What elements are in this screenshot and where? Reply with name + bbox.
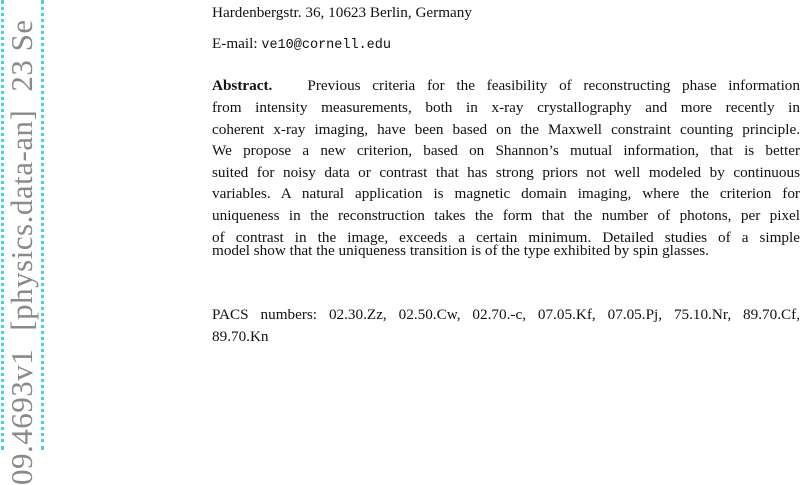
abstract-line: coherent x-ray imaging, have been based on the Maxwell constraint counting principle. <box>212 121 800 138</box>
email-line <box>212 35 800 53</box>
abstract-line: uniqueness in the reconstruction takes the form that the number of photons, per pixel <box>212 207 800 224</box>
arxiv-category: [physics.data-an] <box>4 109 39 331</box>
abstract-line: model show that the uniqueness transition is of the type exhibited by spin glasses. <box>212 242 709 259</box>
address: Hardenbergstr. 36, 10623 Berlin, Germany <box>212 4 472 21</box>
abstract-line: of contrast in the image, exceeds a certain minimum. Detailed studies of a simple <box>212 229 800 246</box>
email-label: E-mail: <box>212 35 258 52</box>
arxiv-id: 09.4693v1 <box>4 348 39 485</box>
abstract-line: from intensity measurements, both in x-ray crystallography and more recently in <box>212 99 800 116</box>
abstract-line: We propose a new criterion, based on Shannon’s mutual information, that is better <box>212 142 800 159</box>
abstract-text: Previous criteria for the feasibility of reconstructing phase information <box>307 77 800 94</box>
email-address[interactable]: ve10@cornell.edu <box>261 38 391 53</box>
abstract-heading: Abstract. <box>212 77 273 94</box>
abstract-line: variables. A natural application is magnetic domain imaging, where the criterion for <box>212 185 800 202</box>
abstract-line: suited for noisy data or contrast that has strong priors not well modeled by continuous <box>212 164 800 181</box>
pacs-line: PACS numbers: 02.30.Zz, 02.50.Cw, 02.70.-c, 07.05.Kf, 07.05.Pj, 75.10.Nr, 89.70.Cf, <box>212 306 800 323</box>
arxiv-stamp <box>4 0 40 485</box>
abstract-line <box>212 77 800 97</box>
margin-dotted-line <box>41 0 44 450</box>
pacs-line: 89.70.Kn <box>212 328 269 345</box>
arxiv-date: 23 Se <box>4 19 39 92</box>
